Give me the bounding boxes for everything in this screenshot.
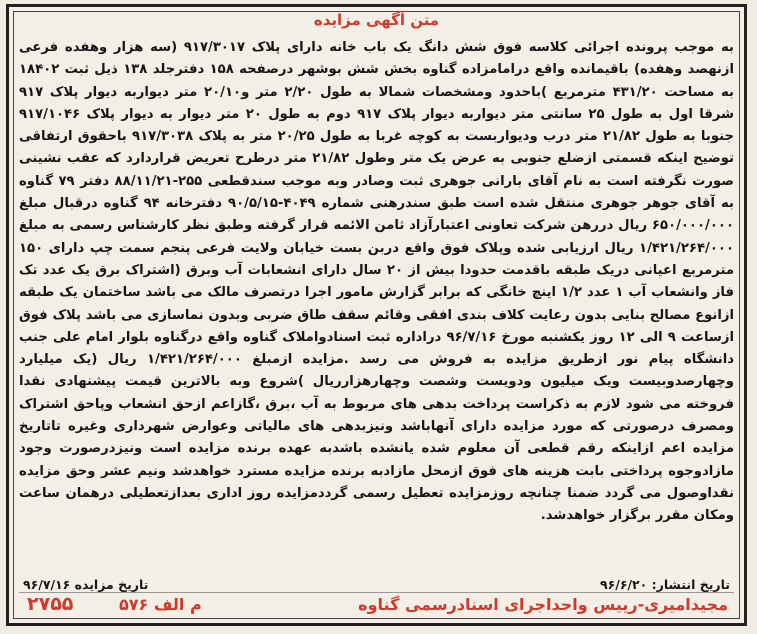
reference-code: م الف ۵۷۶ bbox=[119, 595, 202, 614]
notice-number: ۲۷۵۵ bbox=[27, 593, 74, 615]
notice-title: متن آگهی مزایده bbox=[313, 11, 440, 29]
notice-frame bbox=[6, 4, 747, 626]
signer: مجیدامیری-رییس واحداجرای اسنادرسمی گناوه bbox=[358, 595, 728, 614]
notice-footer bbox=[19, 592, 734, 619]
notice-body bbox=[19, 37, 734, 528]
auction-date: تاریخ مزایده ۹۶/۷/۱۶ bbox=[23, 577, 149, 592]
notice-body-text: به موجب پرونده اجرائی کلاسه فوق شش دانگ یک باب خانه دارای پلاک ۹۱۷/۳۰۱۷ (سه هزار وهفده فرعی ازنهصد وهفده) باقیمانده واقع درامامزاده گناوه بخش شش بوشهر درصفحه ۱۵۸ دفترجلد ۱۳۸ ذیل ثبت ۱۸۴۰۲ به مساحت ۴۳۱/۲۰ مترمربع )باحدود ومشخصات شمالا به طول ۲/۲۰ متر و۲۰/۱۰ متر دیواربه دیوار پلاک ۹۱۷ شرقا اول به طول ۲۵ سانتی متر دیواربه دیوار پلاک ۹۱۷ دوم به طول ۲۰ متر دیوار به دیوار پلاک ۹۱۷/۱۰۴۶ جنوبا به طول ۲۱/۸۲ متر درب ودیواربست به کوچه غربا به طول ۲۰/۲۵ متر به پلاک ۹۱۷/۳۰۳۸ باحقوق ارتفاقی توضیح اینکه قسمتی ازضلع جنوبی به عرض یک متر وطول ۲۱/۸۲ متر درطرح تعریض قراردارد که عقب نشینی صورت نگرفته است به نام آقای بارانی جوهری ثبت وصادر وبه موجب سندقطعی ۲۵۵-۸۸/۱۱/۲۱ دفتر ۷۹ گناوه به آقای جوهر جوهری منتقل شده است طبق سندرهنی شماره ۴۰۴۹-۹۰/۵/۱۵ دفترخانه ۹۴ گناوه درقبال مبلغ ۶۵۰/۰۰۰/۰۰۰ ریال دررهن شرکت تعاونی اعتبارآزاد ثامن الائمه قرار گرفته وطبق نظر کارشناس رسمی به مبلغ ۱/۴۲۱/۲۶۴/۰۰۰ ریال ارزیابی شده وپلاک فوق واقع دربن بست خیابان ولایت فرعی پنجم سمت چپ دارای ۱۵۰ مترمربع اعیانی دریک طبقه باقدمت حدودا بیش از ۲۰ سال دارای انشعابات آب وبرق (اشتراک برق یک عدد تک فاز وانشعاب آب ۱ عدد ۱/۲ اینچ خانگی که برابر گزارش مامور اجرا درتصرف مالک می باشد ساختمان یک طبقه ازانوع مصالح بنایی بدون رعایت کلاف بندی افقی وقائم سقف طاق ضربی وبدون نماسازی می باشد پلاک فوق ازساعت ۹ الی ۱۲ روز یکشنبه مورخ ۹۶/۷/۱۶ دراداره ثبت اسنادواملاک گناوه واقع درگناوه بلوار امام علی جنب دانشگاه پیام نور ازطریق مزایده به فروش می رسد .مزایده ازمبلغ ۱/۴۲۱/۲۶۴/۰۰۰ ریال (یک میلیارد وچهارصدوبیست ویک میلیون ودویست وشصت وچهارهزارریال )شروع وبه بالاترین قیمت پیشنهادی نقدا فروخته می شود لازم به ذکراست پرداخت بدهی های مربوط به آب ،برق ،گازاعم ازحق انشعاب وپاحق اشتراک ومصرف درصورتی که مورد مزایده دارای آنهاباشد ونیزبدهی های مالیاتی وعوارض شهرداری وغیره تاتاریخ مزایده اعم ازاینکه رقم قطعی آن معلوم شده یانشده باشدبه عهده برنده مزایده است ونیزدرصورت وجود مازادوجوه پرداختی بابت هزینه های فوق ازمحل مازادبه برنده مزایده مسترد خواهدشد ونیم عشر وحق مزایده نقداوصول می گردد ضمنا چنانچه روزمزایده تعطیل رسمی گرددمزایده روز اداری بعدازتعطیلی درهمان ساعت ومکان مقرر برگزار خواهدشد. bbox=[19, 40, 735, 524]
publish-date: تاریخ انتشار: ۹۶/۶/۲۰ bbox=[600, 577, 730, 592]
dates-row bbox=[23, 577, 730, 592]
